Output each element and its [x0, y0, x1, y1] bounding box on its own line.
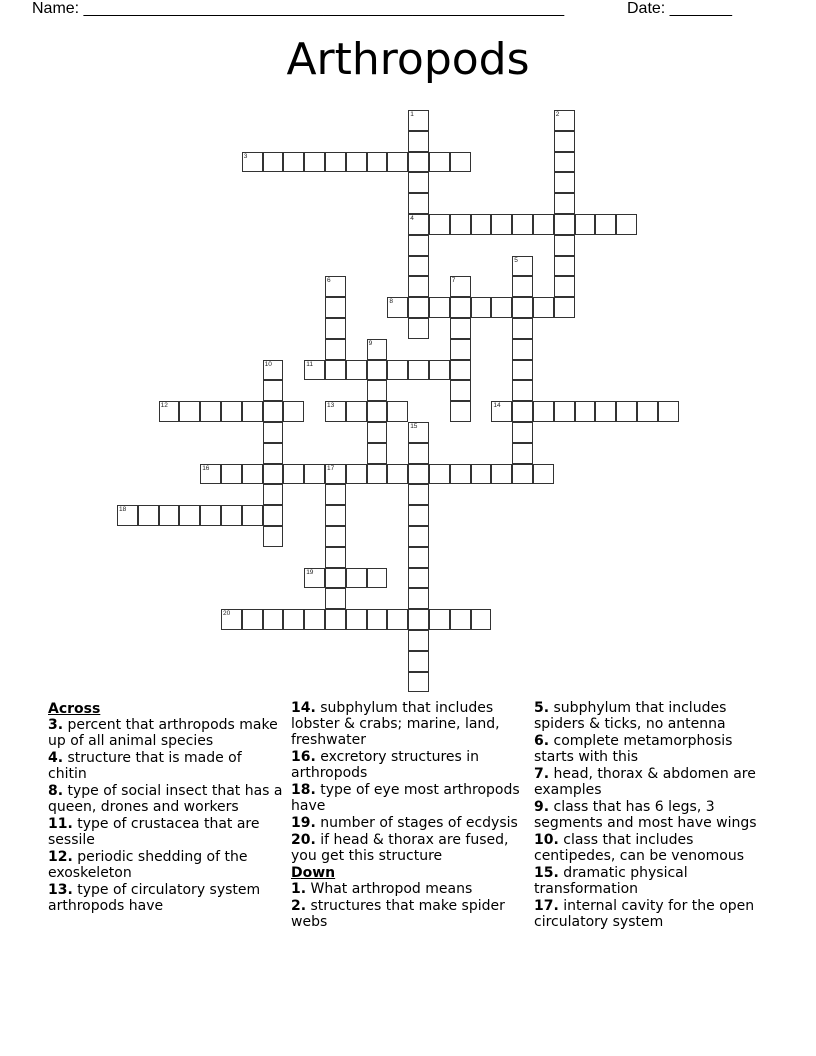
crossword-cell[interactable] [325, 297, 346, 318]
crossword-cell[interactable] [408, 526, 429, 547]
crossword-cell[interactable] [263, 609, 284, 630]
crossword-cell[interactable] [512, 276, 533, 297]
crossword-cell[interactable] [325, 401, 346, 422]
clue-text: percent that arthropods make up of all animal species [48, 717, 278, 749]
clues-column-2 [291, 700, 527, 931]
crossword-cell[interactable] [263, 360, 284, 381]
crossword-cell[interactable] [471, 609, 492, 630]
crossword-cell[interactable] [512, 214, 533, 235]
crossword-cell[interactable] [471, 214, 492, 235]
crossword-cell[interactable] [554, 235, 575, 256]
crossword-cell[interactable] [533, 297, 554, 318]
crossword-cell[interactable] [367, 422, 388, 443]
cell-number: 19 [306, 568, 314, 576]
clue-text: What arthropod means [306, 881, 473, 897]
crossword-cell[interactable] [283, 152, 304, 173]
clue-down [534, 733, 770, 765]
crossword-cell[interactable] [346, 360, 367, 381]
crossword-cell[interactable] [408, 193, 429, 214]
clue-text: number of stages of ecdysis [315, 815, 518, 831]
clue-number: 15. [534, 865, 559, 881]
crossword-cell[interactable] [491, 297, 512, 318]
clue-number: 3. [48, 717, 64, 733]
crossword-cell[interactable] [387, 297, 408, 318]
crossword-cell[interactable] [117, 505, 138, 526]
crossword-cell[interactable] [450, 360, 471, 381]
clue-text: type of eye most arthropods have [291, 782, 520, 814]
clue-across [291, 815, 527, 831]
cell-number: 15 [410, 423, 418, 430]
crossword-cell[interactable] [221, 505, 242, 526]
crossword-cell[interactable] [263, 526, 284, 547]
crossword-cell[interactable] [325, 526, 346, 547]
crossword-cell[interactable] [450, 401, 471, 422]
crossword-cell[interactable] [429, 609, 450, 630]
crossword-cell[interactable] [346, 609, 367, 630]
crossword-cell[interactable] [367, 380, 388, 401]
crossword-cell[interactable] [325, 588, 346, 609]
page-title: Arthropods [286, 34, 530, 85]
crossword-cell[interactable] [512, 401, 533, 422]
clue-text: structures that make spider webs [291, 898, 505, 930]
crossword-cell[interactable] [387, 152, 408, 173]
crossword-cell[interactable] [512, 422, 533, 443]
clue-down [534, 898, 770, 930]
clue-text: structure that is made of chitin [48, 750, 242, 782]
clue-text: internal cavity for the open circulatory system [534, 898, 755, 930]
clue-number: 12. [48, 849, 73, 865]
cell-number: 2 [555, 111, 560, 118]
clue-text: type of crustacea that are sessile [48, 816, 260, 848]
cell-number: 9 [368, 339, 373, 347]
crossword-cell[interactable] [595, 401, 616, 422]
crossword-cell[interactable] [637, 401, 658, 422]
crossword-cell[interactable] [408, 443, 429, 464]
crossword-cell[interactable] [346, 568, 367, 589]
crossword-cell[interactable] [304, 360, 325, 381]
crossword-cell[interactable] [408, 214, 429, 235]
crossword-cell[interactable] [325, 609, 346, 630]
crossword-cell[interactable] [221, 401, 242, 422]
crossword-cell[interactable] [138, 505, 159, 526]
crossword-cell[interactable] [658, 401, 679, 422]
crossword-cell[interactable] [242, 505, 263, 526]
crossword-cell[interactable] [221, 609, 242, 630]
crossword-cell[interactable] [512, 360, 533, 381]
crossword-cell[interactable] [408, 422, 429, 443]
crossword-cell[interactable] [325, 276, 346, 297]
crossword-cell[interactable] [159, 505, 180, 526]
crossword-cell[interactable] [408, 110, 429, 131]
crossword-cell[interactable] [367, 609, 388, 630]
clue-down [534, 766, 770, 798]
crossword-cell[interactable] [408, 276, 429, 297]
crossword-cell[interactable] [471, 297, 492, 318]
clue-number: 14. [291, 700, 316, 716]
crossword-cell[interactable] [554, 193, 575, 214]
crossword-cell[interactable] [429, 214, 450, 235]
crossword-cell[interactable] [263, 505, 284, 526]
crossword-cell[interactable] [575, 214, 596, 235]
clue-down [291, 881, 527, 897]
crossword-cell[interactable] [450, 339, 471, 360]
cell-number: 12 [160, 402, 168, 410]
crossword-cell[interactable] [242, 401, 263, 422]
crossword-cell[interactable] [242, 609, 263, 630]
crossword-cell[interactable] [221, 464, 242, 485]
cell-number: 14 [493, 402, 501, 410]
crossword-cell[interactable] [554, 110, 575, 131]
name-field[interactable]: Name: ______________________________________________________ [32, 0, 565, 17]
crossword-cell[interactable] [367, 152, 388, 173]
clue-text: head, thorax & abdomen are examples [534, 766, 756, 798]
clue-text: dramatic physical transformation [534, 865, 688, 897]
crossword-cell[interactable] [304, 464, 325, 485]
cell-number: 20 [223, 610, 231, 618]
clue-number: 2. [291, 898, 307, 914]
clue-text: excretory structures in arthropods [291, 749, 480, 781]
crossword-cell[interactable] [408, 484, 429, 505]
crossword-cell[interactable] [408, 547, 429, 568]
crossword-cell[interactable] [387, 401, 408, 422]
clue-down [534, 865, 770, 897]
clue-across [48, 717, 284, 749]
crossword-cell[interactable] [408, 131, 429, 152]
crossword-cell[interactable] [512, 443, 533, 464]
crossword-cell[interactable] [429, 360, 450, 381]
crossword-cell[interactable] [263, 484, 284, 505]
crossword-cell[interactable] [554, 131, 575, 152]
crossword-cell[interactable] [179, 505, 200, 526]
crossword-cell[interactable] [554, 172, 575, 193]
clue-text: class that has 6 legs, 3 segments and most have wings [534, 799, 757, 831]
crossword-cell[interactable] [387, 609, 408, 630]
crossword-cell[interactable] [263, 443, 284, 464]
across-heading: Across [48, 701, 101, 717]
crossword-cell[interactable] [200, 505, 221, 526]
cell-number: 4 [410, 215, 414, 222]
clue-number: 10. [534, 832, 559, 848]
clue-text: if head & thorax are fused, you get this structure [291, 832, 509, 864]
crossword-cell[interactable] [179, 401, 200, 422]
crossword-cell[interactable] [367, 360, 388, 381]
clue-number: 18. [291, 782, 316, 798]
crossword-cell[interactable] [512, 297, 533, 318]
clue-number: 17. [534, 898, 559, 914]
clue-number: 11. [48, 816, 73, 832]
cell-number: 18 [119, 506, 127, 514]
crossword-cell[interactable] [408, 609, 429, 630]
clue-number: 8. [48, 783, 64, 799]
crossword-cell[interactable] [471, 464, 492, 485]
cell-number: 10 [264, 360, 272, 368]
crossword-cell[interactable] [200, 401, 221, 422]
clue-across [291, 749, 527, 781]
clue-text: type of circulatory system arthropods have [48, 882, 261, 914]
crossword-cell[interactable] [367, 464, 388, 485]
crossword-cell[interactable] [450, 464, 471, 485]
clue-number: 5. [534, 700, 550, 716]
clue-number: 1. [291, 881, 307, 897]
crossword-cell[interactable] [491, 214, 512, 235]
cell-number: 13 [327, 402, 335, 410]
crossword-cell[interactable] [554, 214, 575, 235]
crossword-cell[interactable] [304, 609, 325, 630]
clue-text: subphylum that includes lobster & crabs; marine, land, freshwater [291, 700, 500, 748]
date-field[interactable]: Date: _______ [627, 0, 732, 17]
cell-number: 3 [243, 152, 248, 160]
clue-down [291, 898, 527, 930]
cell-number: 17 [327, 464, 335, 472]
crossword-cell[interactable] [554, 152, 575, 173]
crossword-cell[interactable] [408, 651, 429, 672]
crossword-cell[interactable] [512, 464, 533, 485]
crossword-cell[interactable] [408, 588, 429, 609]
crossword-cell[interactable] [408, 152, 429, 173]
cell-number: 16 [202, 464, 210, 472]
clues-column-1 [48, 700, 284, 915]
crossword-cell[interactable] [408, 360, 429, 381]
crossword-cell[interactable] [242, 464, 263, 485]
clue-text: periodic shedding of the exoskeleton [48, 849, 248, 881]
crossword-cell[interactable] [450, 152, 471, 173]
crossword-cell[interactable] [263, 422, 284, 443]
cell-number: 7 [451, 277, 456, 285]
crossword-cell[interactable] [367, 443, 388, 464]
crossword-cell[interactable] [429, 297, 450, 318]
clue-number: 9. [534, 799, 550, 815]
crossword-cell[interactable] [263, 464, 284, 485]
clue-across [48, 816, 284, 848]
crossword-cell[interactable] [346, 464, 367, 485]
clue-across [48, 783, 284, 815]
crossword-cell[interactable] [408, 672, 429, 693]
clue-number: 19. [291, 815, 316, 831]
crossword-cell[interactable] [304, 568, 325, 589]
cell-number: 6 [327, 277, 331, 285]
clue-text: type of social insect that has a queen, drones and workers [48, 783, 283, 815]
crossword-cell[interactable] [450, 214, 471, 235]
crossword-cell[interactable] [283, 464, 304, 485]
crossword-cell[interactable] [575, 401, 596, 422]
crossword-cell[interactable] [429, 464, 450, 485]
crossword-cell[interactable] [408, 568, 429, 589]
crossword-cell[interactable] [429, 152, 450, 173]
clues-column-3 [534, 700, 770, 931]
crossword-cell[interactable] [616, 401, 637, 422]
crossword-cell[interactable] [408, 172, 429, 193]
crossword-cell[interactable] [408, 505, 429, 526]
crossword-cell[interactable] [263, 152, 284, 173]
cell-number: 8 [389, 298, 394, 306]
crossword-cell[interactable] [450, 380, 471, 401]
clue-number: 13. [48, 882, 73, 898]
crossword-cell[interactable] [450, 297, 471, 318]
crossword-cell[interactable] [554, 256, 575, 277]
crossword-cell[interactable] [512, 380, 533, 401]
crossword-cell[interactable] [533, 464, 554, 485]
crossword-cell[interactable] [325, 464, 346, 485]
crossword-cell[interactable] [408, 464, 429, 485]
crossword-cell[interactable] [408, 256, 429, 277]
clue-number: 20. [291, 832, 316, 848]
crossword-cell[interactable] [450, 609, 471, 630]
cell-number: 11 [306, 360, 313, 368]
crossword-cell[interactable] [346, 401, 367, 422]
crossword-cell[interactable] [200, 464, 221, 485]
crossword-cell[interactable] [595, 214, 616, 235]
crossword-cell[interactable] [408, 297, 429, 318]
clue-down [534, 799, 770, 831]
clue-across [48, 849, 284, 881]
crossword-cell[interactable] [263, 380, 284, 401]
crossword-cell[interactable] [242, 152, 263, 173]
crossword-cell[interactable] [325, 505, 346, 526]
crossword-cell[interactable] [408, 630, 429, 651]
clue-across [291, 782, 527, 814]
crossword-cell[interactable] [304, 152, 325, 173]
crossword-cell[interactable] [554, 297, 575, 318]
crossword-cell[interactable] [367, 568, 388, 589]
clue-across [291, 832, 527, 864]
crossword-cell[interactable] [283, 609, 304, 630]
clue-number: 4. [48, 750, 64, 766]
crossword-cell[interactable] [159, 401, 180, 422]
clue-number: 7. [534, 766, 550, 782]
clue-down [534, 700, 770, 732]
clue-number: 16. [291, 749, 316, 765]
crossword-cell[interactable] [512, 339, 533, 360]
clue-text: subphylum that includes spiders & ticks, no antenna [534, 700, 727, 732]
crossword-cell[interactable] [533, 401, 554, 422]
crossword-cell[interactable] [367, 401, 388, 422]
crossword-cell[interactable] [346, 152, 367, 173]
crossword-cell[interactable] [325, 152, 346, 173]
crossword-cell[interactable] [554, 401, 575, 422]
down-heading: Down [291, 865, 336, 881]
crossword-cell[interactable] [533, 214, 554, 235]
clue-across [48, 750, 284, 782]
crossword-cell[interactable] [325, 484, 346, 505]
crossword-cell[interactable] [367, 339, 388, 360]
crossword-cell[interactable] [512, 318, 533, 339]
crossword-cell[interactable] [450, 318, 471, 339]
clue-across [291, 700, 527, 748]
crossword-cell[interactable] [325, 360, 346, 381]
crossword-cell[interactable] [616, 214, 637, 235]
crossword-cell[interactable] [408, 235, 429, 256]
crossword-cell[interactable] [512, 256, 533, 277]
clue-text: complete metamorphosis starts with this [534, 733, 733, 765]
clue-across [48, 882, 284, 914]
crossword-cell[interactable] [325, 318, 346, 339]
clue-down [534, 832, 770, 864]
crossword-cell[interactable] [387, 464, 408, 485]
crossword-cell[interactable] [325, 547, 346, 568]
crossword-cell[interactable] [263, 401, 284, 422]
cell-number: 5 [514, 256, 518, 264]
crossword-cell[interactable] [450, 276, 471, 297]
crossword-cell[interactable] [325, 568, 346, 589]
crossword-cell[interactable] [387, 360, 408, 381]
crossword-cell[interactable] [491, 401, 512, 422]
crossword-cell[interactable] [491, 464, 512, 485]
crossword-cell[interactable] [408, 318, 429, 339]
crossword-cell[interactable] [283, 401, 304, 422]
crossword-cell[interactable] [554, 276, 575, 297]
clue-text: class that includes centipedes, can be venomous [534, 832, 745, 864]
crossword-cell[interactable] [325, 339, 346, 360]
cell-number: 1 [410, 111, 414, 118]
clue-number: 6. [534, 733, 550, 749]
